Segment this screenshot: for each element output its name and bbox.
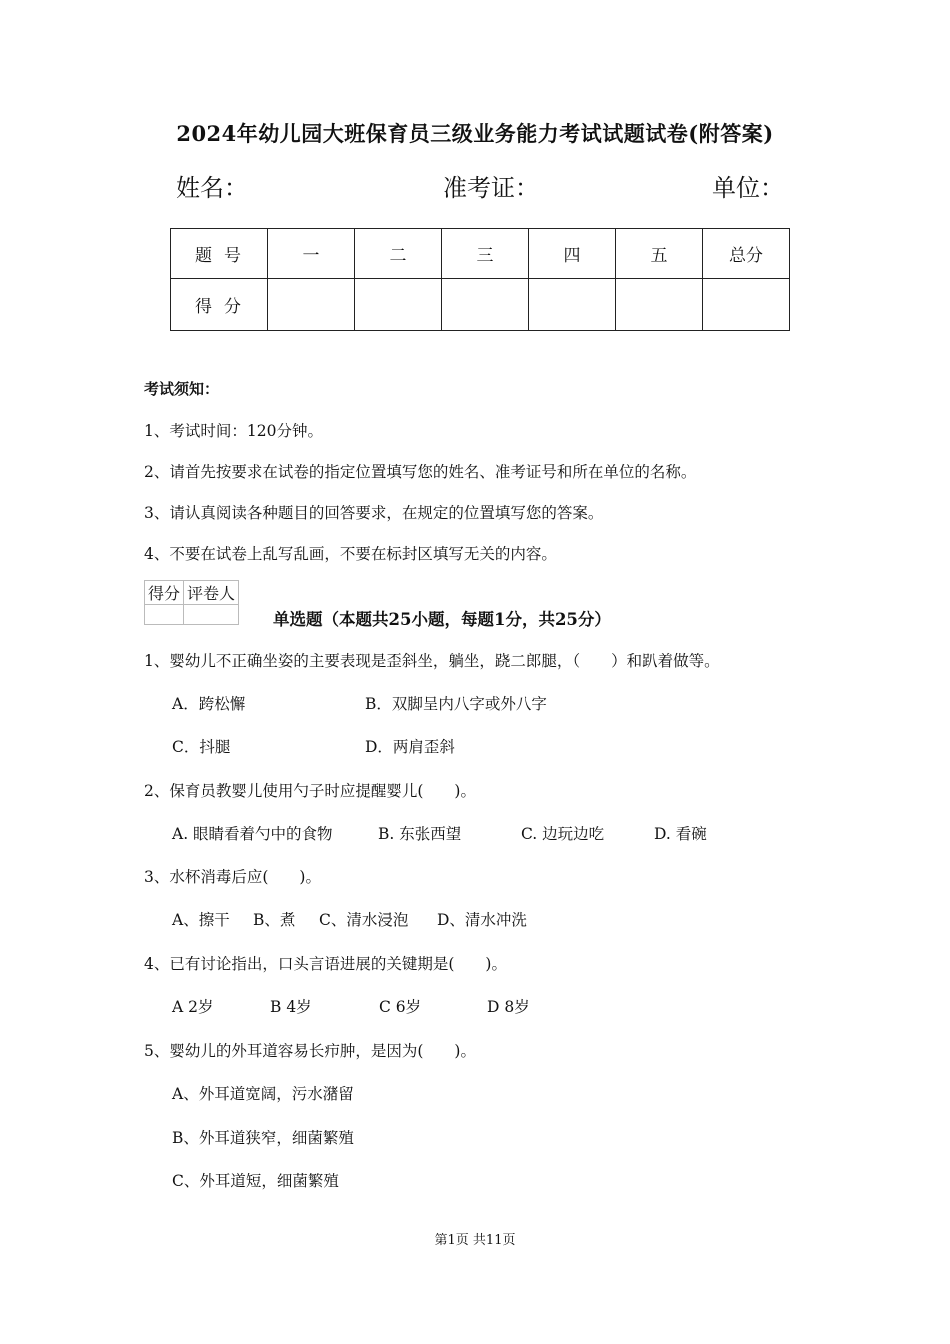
- grader-reviewer-cell[interactable]: [184, 605, 239, 625]
- document-title: 2024年幼儿园大班保育员三级业务能力考试试题试卷(附答案): [176, 121, 774, 146]
- question-3: 3、水杯消毒后应( )。: [144, 868, 321, 886]
- notice-item: 2、请首先按要求在试卷的指定位置填写您的姓名、准考证号和所在单位的名称。: [144, 463, 697, 481]
- notice-item: 3、请认真阅读各种题目的回答要求，在规定的位置填写您的答案。: [144, 504, 604, 522]
- question-4-option-b: B 4岁: [270, 998, 312, 1016]
- question-2: 2、保育员教婴儿使用勺子时应提醒婴儿( )。: [144, 782, 476, 800]
- score-header-cell: 一: [268, 229, 355, 279]
- section-title: 单选题（本题共25小题，每题1分，共25分）: [273, 610, 611, 629]
- question-3-option-a: A、擦干: [172, 911, 230, 929]
- question-1-option-d: D．两肩歪斜: [365, 738, 455, 756]
- question-5-option-a: A、外耳道宽阔，污水潴留: [172, 1085, 354, 1103]
- unit-field-label: 单位：: [712, 174, 784, 202]
- score-input-cell[interactable]: [355, 279, 442, 331]
- score-input-cell[interactable]: [529, 279, 616, 331]
- question-5-option-b: B、外耳道狭窄，细菌繁殖: [172, 1129, 354, 1147]
- question-3-option-d: D、清水冲洗: [437, 911, 527, 929]
- question-1: 1、婴幼儿不正确坐姿的主要表现是歪斜坐，躺坐，跷二郎腿，（ ）和趴着做等。: [144, 652, 720, 670]
- score-table-score-row: [171, 279, 790, 331]
- grader-reviewer-label: 评卷人: [184, 581, 239, 605]
- score-header-cell: 三: [442, 229, 529, 279]
- notice-item: 1、考试时间：120分钟。: [144, 422, 323, 440]
- grader-score-label: 得分: [145, 581, 184, 605]
- score-input-cell[interactable]: [703, 279, 790, 331]
- exam-id-field-label: 准考证：: [443, 174, 539, 202]
- name-field-label: 姓名：: [176, 174, 248, 202]
- notice-heading: 考试须知：: [144, 380, 220, 398]
- score-input-cell[interactable]: [616, 279, 703, 331]
- question-3-option-b: B、煮: [253, 911, 296, 929]
- score-header-cell: 四: [529, 229, 616, 279]
- question-4-option-a: A 2岁: [172, 998, 214, 1016]
- question-5-option-c: C、外耳道短，细菌繁殖: [172, 1172, 339, 1190]
- question-1-option-a: A．跨松懈: [172, 695, 246, 713]
- notice-item: 4、不要在试卷上乱写乱画，不要在标封区填写无关的内容。: [144, 545, 557, 563]
- score-table: [170, 228, 790, 331]
- grader-score-cell[interactable]: [145, 605, 184, 625]
- question-2-option-b: B. 东张西望: [378, 825, 462, 843]
- question-2-option-a: A. 眼睛看着勺中的食物: [172, 825, 333, 843]
- page-footer: 第1页 共11页: [434, 1233, 516, 1248]
- score-input-cell[interactable]: [442, 279, 529, 331]
- question-4-option-d: D 8岁: [487, 998, 530, 1016]
- score-header-cell: 二: [355, 229, 442, 279]
- score-input-cell[interactable]: [268, 279, 355, 331]
- score-row-label: 得分: [171, 279, 268, 331]
- question-4-option-c: C 6岁: [379, 998, 422, 1016]
- question-2-option-c: C. 边玩边吃: [521, 825, 605, 843]
- grader-box: [144, 580, 239, 625]
- score-table-header-row: [171, 229, 790, 279]
- score-header-cell: 总分: [703, 229, 790, 279]
- score-header-cell: 五: [616, 229, 703, 279]
- question-5: 5、婴幼儿的外耳道容易长疖肿，是因为( )。: [144, 1042, 476, 1060]
- question-3-option-c: C、清水浸泡: [319, 911, 409, 929]
- score-header-label: 题号: [171, 229, 268, 279]
- question-2-option-d: D. 看碗: [654, 825, 707, 843]
- question-1-option-c: C．抖腿: [172, 738, 231, 756]
- question-1-option-b: B．双脚呈内八字或外八字: [365, 695, 547, 713]
- question-4: 4、已有讨论指出，口头言语进展的关键期是( )。: [144, 955, 507, 973]
